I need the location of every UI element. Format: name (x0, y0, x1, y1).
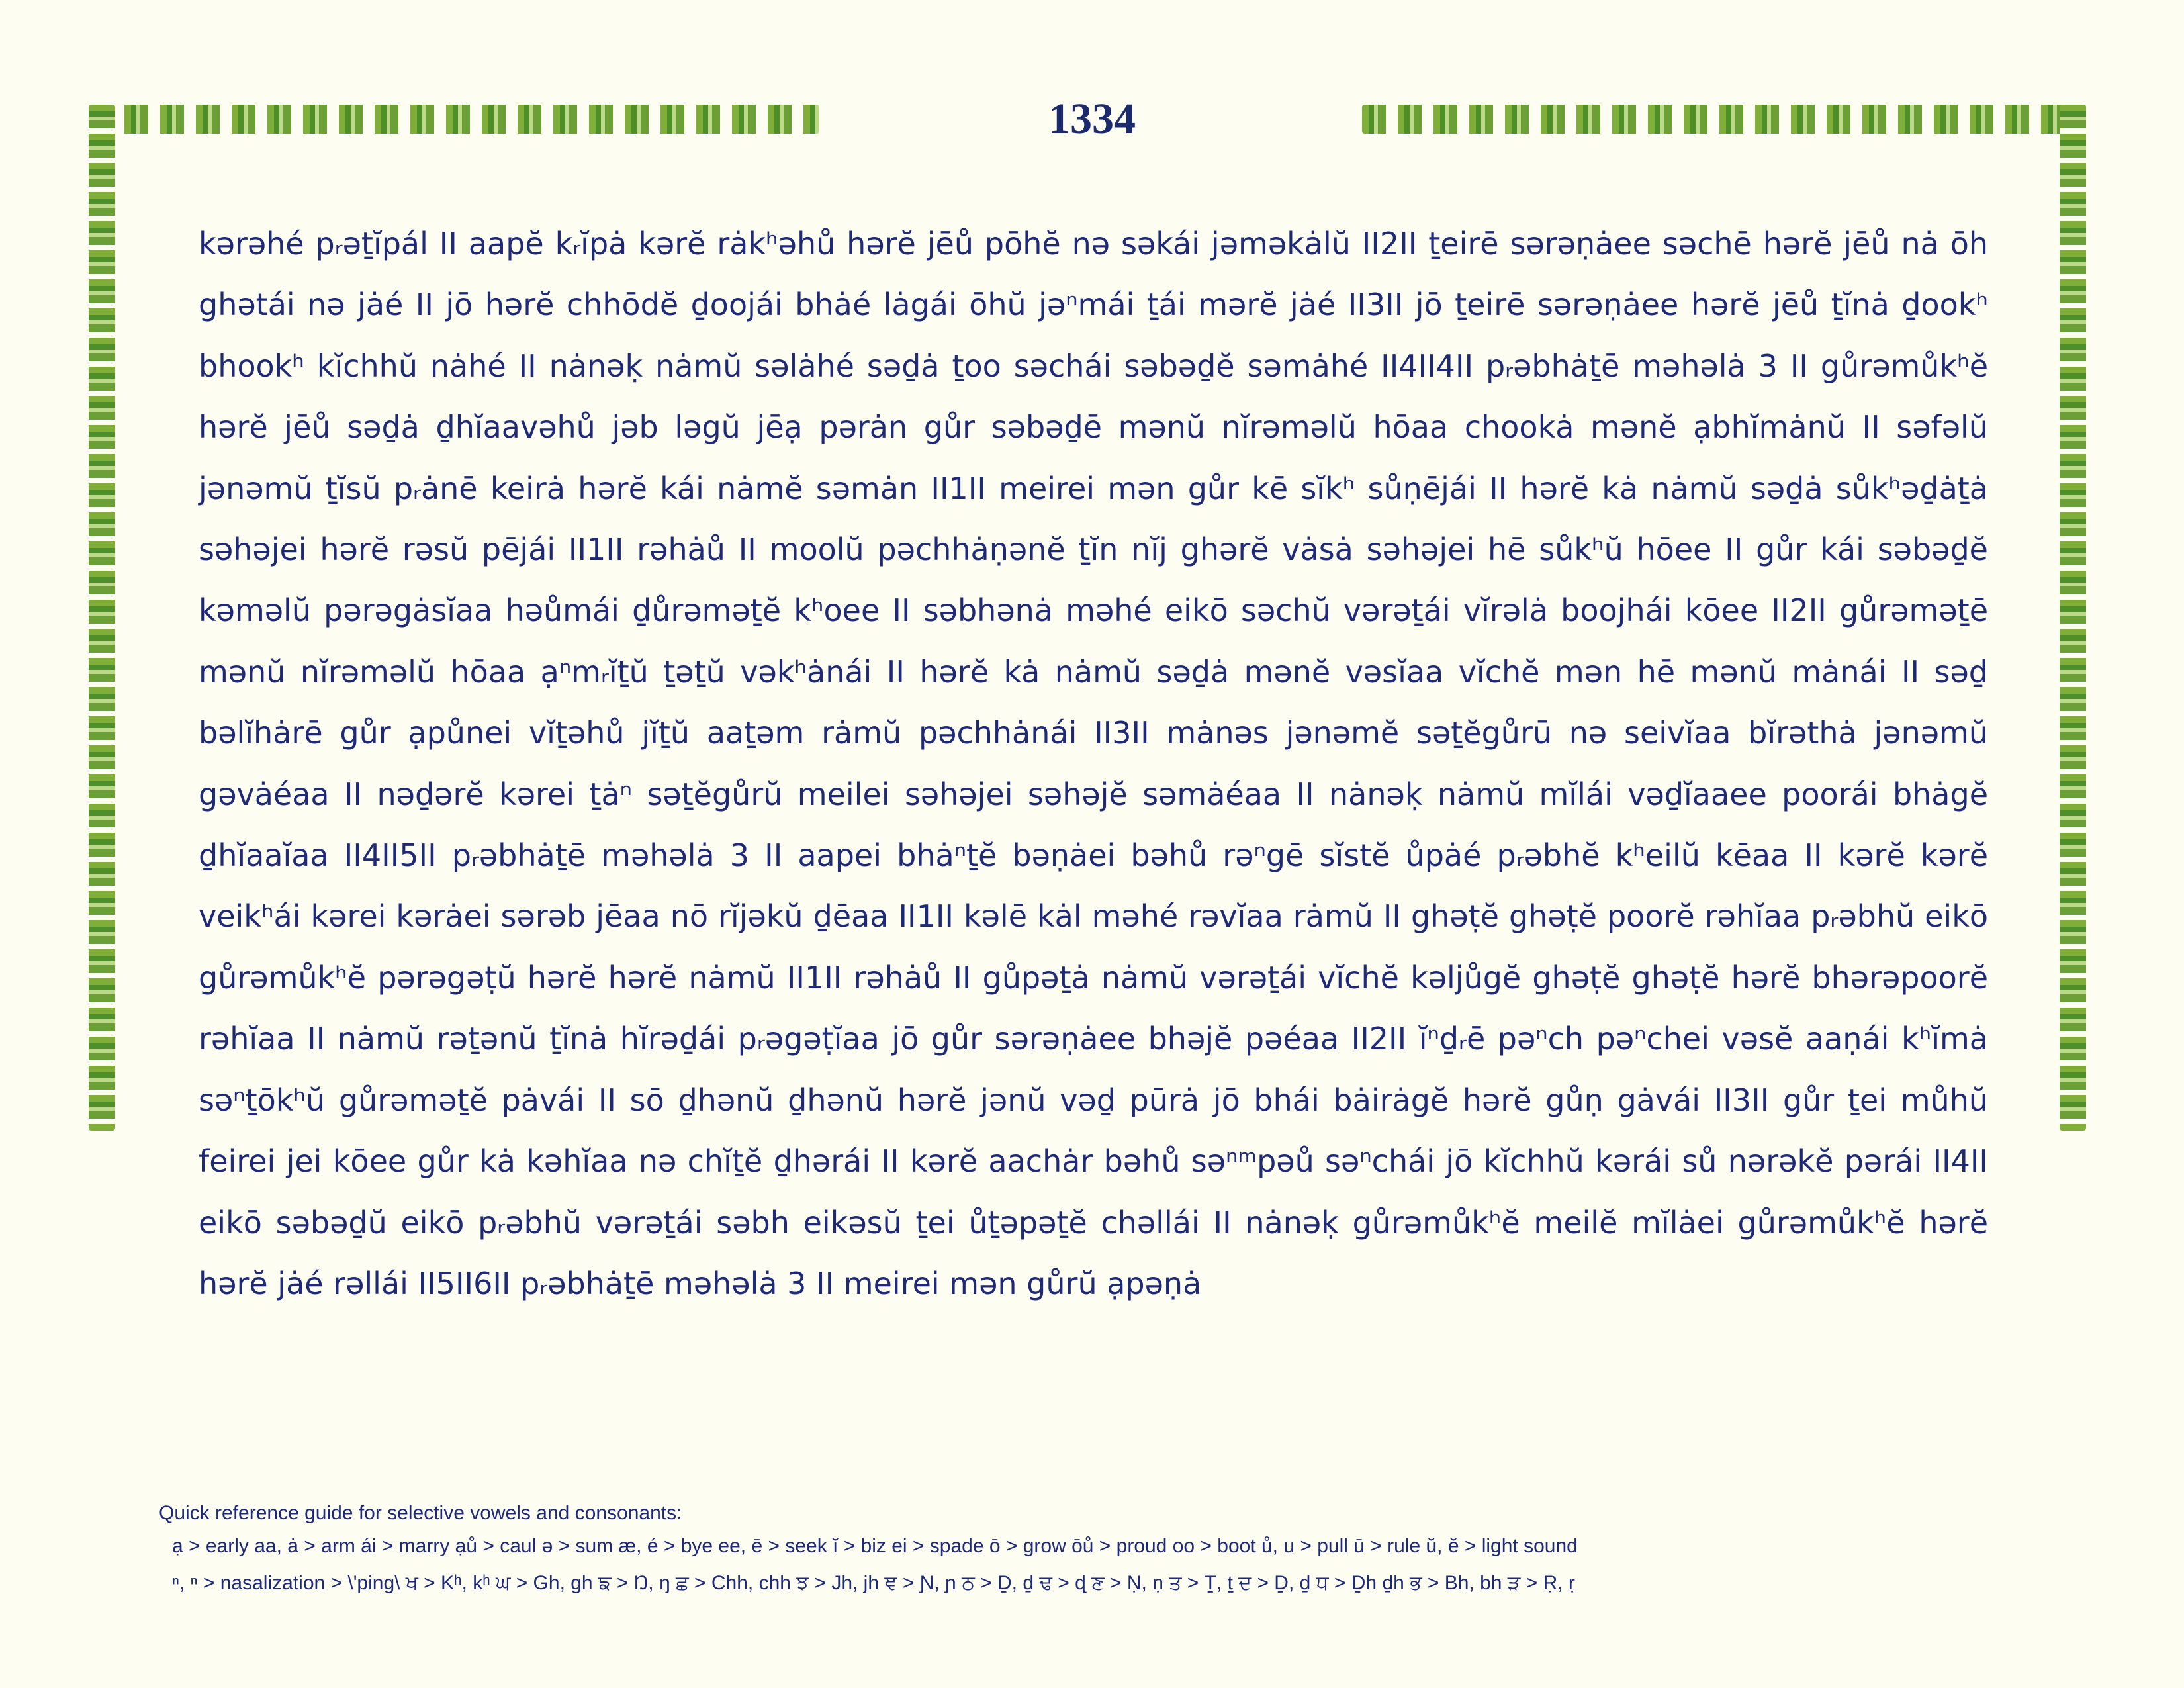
transliteration-text: kərəhé pᵣəṯĭpál II aapĕ kᵣĭpȧ kərĕ rȧkʰəhů hərĕ jēů pōhĕ nə səkái jəməkȧlŭ II2II ṯeirē sərəṇȧee səchē hərĕ jēů nȧ ōh ghətái nə jȧé II jō hərĕ chhōdĕ ḏoojái bhȧé lȧgái ōhŭ jəⁿmái ṯái mərĕ jȧé II3II jō ṯeirē sərəṇȧee hərĕ jēů ṯĭnȧ ḏookʰ bhookʰ kĭchhŭ nȧhé II nȧnəḳ nȧmŭ səlȧhé səḏȧ ṯoo səchái səbəḏĕ səmȧhé II4II4II pᵣəbhȧṯē məhəlȧ 3 II gůrəmůkʰĕ hərĕ jēů səḏȧ ḏhĭaavəhů jəb ləgŭ jēạ pərȧn gůr səbəḏē mənŭ nĭrəməlŭ hōaa chookȧ mənĕ ạbhĭmȧnŭ II səfəlŭ jənəmŭ ṯĭsŭ pᵣȧnē keirȧ hərĕ kái nȧmĕ səmȧn II1II meirei mən gůr kē sĭkʰ sůṇējái II hərĕ kȧ nȧmŭ səḏȧ sůkʰəḏȧṯȧ səhəjei hərĕ rəsŭ pējái II1II rəhȧů II moolŭ pəchhȧṇənĕ ṯĭn nĭj ghərĕ vȧsȧ səhəjei hē sůkʰŭ hōee II gůr kái səbəḏĕ kəməlŭ pərəgȧsĭaa həůmái ḏůrəməṯĕ kʰoee II səbhənȧ məhé eikō səchŭ vərəṯái vĭrəlȧ boojhái kōee II2II gůrəməṯē mənŭ nĭrəməlŭ hōaa ạⁿmᵣĭṯŭ ṯəṯŭ vəkʰȧnái II hərĕ kȧ nȧmŭ səḏȧ mənĕ vəsĭaa vĭchĕ mən hē mənŭ mȧnái II səḏ bəlĭhȧrē gůr ạpůnei vĭṯəhů jĭṯŭ aaṯəm rȧmŭ pəchhȧnái II3II mȧnəs jənəmĕ səṯĕgůrū nə seivĭaa bĭrəthȧ jənəmŭ gəvȧéaa II nəḏərĕ kərei ṯȧⁿ səṯĕgůrŭ meilei səhəjei səhəjĕ səmȧéaa II nȧnəḳ nȧmŭ mĭlái vəḏĭaaee poorái bhȧgĕ ḏhĭaaĭaa II4II5II pᵣəbhȧṯē məhəlȧ 3 II aapei bhȧⁿṯĕ bəṇȧei bəhů rəⁿgē sĭstĕ ůpȧé pᵣəbhĕ kʰeilŭ kēaa II kərĕ kərĕ veikʰái kərei kərȧei sərəb jēaa nō rĭjəkŭ ḏēaa II1II kəlē kȧl məhé rəvĭaa rȧmŭ II ghəṭĕ ghəṭĕ poorĕ rəhĭaa pᵣəbhŭ eikō gůrəmůkʰĕ pərəgəṭŭ hərĕ hərĕ nȧmŭ II1II rəhȧů II gůpəṯȧ nȧmŭ vərəṯái vĭchĕ kəljůgĕ ghəṭĕ ghəṭĕ hərĕ bhərəpoorĕ rəhĭaa II nȧmŭ rəṯənŭ ṯĭnȧ hĭrəḏái pᵣəgəṭĭaa jō gůr sərəṇȧee bhəjĕ pəéaa II2II ĭⁿḏᵣē pəⁿch pəⁿchei vəsĕ aaṇái kʰĭmȧ səⁿṯōkʰŭ gůrəməṯĕ pȧvái II sō ḏhənŭ ḏhənŭ hərĕ jənŭ vəḏ pūrȧ jō bhái bȧirȧgĕ hərĕ gůṇ gȧvái II3II gůr ṯei můhŭ feirei jei kōee gůr kȧ kəhĭaa nə chĭṯĕ ḏhərái II kərĕ aachȧr bəhů səⁿᵐpəů səⁿchái jō kĭchhŭ kərái sů nərəkĕ pərái II4II eikō səbəḏŭ eikō pᵣəbhŭ vərəṯái səbh eikəsŭ ṯei ůṯəpəṯĕ chəllái II nȧnəḳ gůrəmůkʰĕ meilĕ mĭlȧei gůrəmůkʰĕ hərĕ hərĕ jȧé rəllái II5II6II pᵣəbhȧṯē məhəlȧ 3 II meirei mən gůrŭ ạpəṇȧ (199, 226, 1988, 1301)
floral-border-top-left (89, 105, 819, 134)
reference-guide-title: Quick reference guide for selective vowels and consonants: (159, 1502, 682, 1524)
floral-border-right (2060, 105, 2086, 1131)
reference-guide (159, 1499, 2025, 1602)
floral-border-left (89, 105, 115, 1131)
vowel-guide-row: ạ > early aa, ȧ > arm ái > marry ạů > caul ə > sum æ, é > bye ee, ē > seek ĭ > biz ei > spade ō > grow ōů > proud oo > boot ů, u > pull ū > rule ŭ, ĕ > light sound (172, 1535, 1578, 1557)
consonant-guide-row: ⁿ, ⁿ > nasalization > \'ping\ ਖ > Kʰ, kʰ ਘ > Gh, gh ਙ > Ŋ, ŋ ਛ > Chh, chh ਝ > Jh, jh ਞ > Ɲ, ɲ ਠ > Ḏ, ḏ ਢ > ɖ ਣ > Ṇ, ṇ ਤ > Ṯ, ṯ ਦ > Ḏ, ḏ ਧ > Ḏh ḏh ਭ > Bh, bh ੜ > Ṛ, ṛ (172, 1572, 1575, 1594)
floral-border-top-right (1362, 105, 2086, 134)
page-number: 1334 (1048, 95, 1136, 143)
